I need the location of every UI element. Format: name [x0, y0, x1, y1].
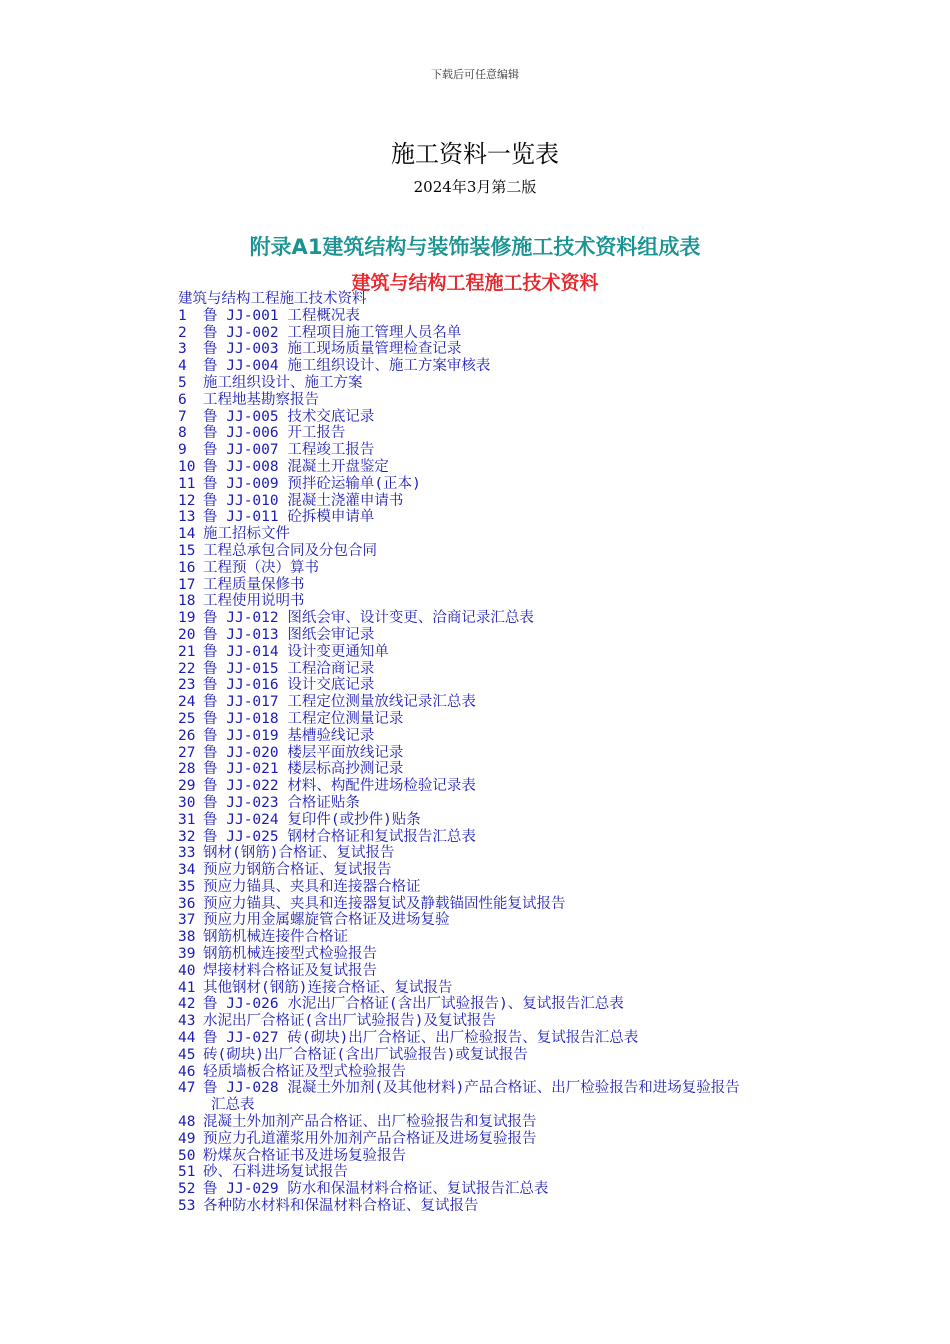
list-item-text [203, 929, 813, 946]
list-item-text-main: 其他钢材(钢筋)连接合格证、复试报告 [203, 979, 453, 996]
list-item [178, 593, 818, 610]
list-item-number: 53 [178, 1198, 196, 1215]
list-item-text [203, 1181, 813, 1198]
list-item-text [203, 577, 813, 594]
list-item-text [203, 912, 813, 929]
list-item-text [203, 409, 813, 426]
list-item-text-main: 砖(砌块)出厂合格证(含出厂试验报告)或复试报告 [203, 1046, 528, 1063]
list-item-text [203, 879, 813, 896]
list-item [178, 325, 818, 342]
list-item-text [203, 829, 813, 846]
list-item-text-main: 鲁 JJ-028 混凝土外加剂(及其他材料)产品合格证、出厂检验报告和进场复验报告 [203, 1080, 740, 1097]
list-item-text-main: 鲁 JJ-023 合格证贴条 [203, 794, 360, 811]
list-item [178, 795, 818, 812]
list-item-text [203, 1131, 813, 1148]
list-item [178, 980, 818, 997]
list-item-text-main: 鲁 JJ-008 混凝土开盘鉴定 [203, 458, 389, 475]
list-item [178, 1047, 818, 1064]
list-item-number: 48 [178, 1114, 196, 1131]
list-item-number: 14 [178, 526, 196, 543]
list-item-number: 39 [178, 946, 196, 963]
list-item-number: 12 [178, 492, 196, 509]
list-item-text [203, 1164, 813, 1181]
list-item-text-main: 混凝土外加剂产品合格证、出厂检验报告和复试报告 [203, 1114, 537, 1131]
list-item [178, 358, 818, 375]
list-item [178, 929, 818, 946]
list-item-number: 38 [178, 929, 196, 946]
list-item-number: 29 [178, 778, 196, 795]
list-item [178, 829, 818, 846]
document-edition: 2024年3月第二版 [413, 178, 537, 196]
list-item [178, 560, 818, 577]
list-item-number: 40 [178, 962, 196, 979]
document-list [178, 291, 818, 1215]
list-item-text [203, 745, 813, 762]
list-item-text-main: 钢筋机械连接型式检验报告 [203, 946, 377, 963]
list-item [178, 661, 818, 678]
list-item [178, 1198, 818, 1215]
list-item [178, 442, 818, 459]
list-item-text-continuation: 汇总表 [211, 1097, 255, 1114]
list-item-text-main: 鲁 JJ-019 基槽验线记录 [203, 727, 375, 744]
list-item-number: 26 [178, 727, 196, 744]
list-heading: 建筑与结构工程施工技术资料 [178, 291, 367, 307]
list-item-text-main: 施工组织设计、施工方案 [203, 374, 363, 391]
list-item-text [203, 1030, 813, 1047]
list-item-text-main: 预应力锚具、夹具和连接器合格证 [203, 878, 421, 895]
list-item [178, 509, 818, 526]
list-item [178, 1013, 818, 1030]
list-item-number: 2 [178, 324, 187, 341]
list-item-text-main: 鲁 JJ-024 复印件(或抄件)贴条 [203, 811, 421, 828]
list-item-text [203, 610, 813, 627]
list-item-number: 23 [178, 677, 196, 694]
list-item [178, 1148, 818, 1165]
list-item-text-main: 粉煤灰合格证书及进场复验报告 [203, 1147, 406, 1164]
list-item-number: 18 [178, 593, 196, 610]
list-item [178, 1114, 818, 1131]
list-item-text-main: 工程地基勘察报告 [203, 391, 319, 408]
list-item-number: 52 [178, 1181, 196, 1198]
list-item-text-main: 鲁 JJ-021 楼层标高抄测记录 [203, 761, 404, 778]
list-item-number: 30 [178, 794, 196, 811]
list-item-text [203, 761, 813, 778]
list-item-number: 4 [178, 358, 187, 375]
list-item-text-main: 水泥出厂合格证(含出厂试验报告)及复试报告 [203, 1013, 496, 1030]
list-item-number: 34 [178, 862, 196, 879]
list-item-text-main: 砂、石料进场复试报告 [203, 1164, 348, 1181]
list-item-text-main: 鲁 JJ-006 开工报告 [203, 425, 346, 442]
list-items [178, 308, 818, 1215]
list-item [178, 425, 818, 442]
list-item [178, 610, 818, 627]
list-item-number: 43 [178, 1013, 196, 1030]
list-item-text [203, 996, 813, 1013]
list-item-text-main: 鲁 JJ-029 防水和保温材料合格证、复试报告汇总表 [203, 1181, 549, 1198]
list-item-text [203, 946, 813, 963]
list-item-text [203, 711, 813, 728]
list-item-text-main: 钢材(钢筋)合格证、复试报告 [203, 845, 395, 862]
list-item-text [203, 392, 813, 409]
list-item-number: 25 [178, 710, 196, 727]
list-item [178, 1181, 818, 1198]
list-item-text-main: 鲁 JJ-027 砖(砌块)出厂合格证、出厂检验报告、复试报告汇总表 [203, 1030, 639, 1047]
list-item [178, 761, 818, 778]
list-item-text-main: 鲁 JJ-016 设计交底记录 [203, 677, 375, 694]
list-item-number: 50 [178, 1147, 196, 1164]
list-item-number: 8 [178, 425, 187, 442]
list-item [178, 812, 818, 829]
list-item [178, 896, 818, 913]
list-item-text [203, 728, 813, 745]
list-item-text-main: 鲁 JJ-001 工程概况表 [203, 307, 360, 324]
list-item [178, 375, 818, 392]
list-item [178, 778, 818, 795]
list-item [178, 392, 818, 409]
list-item-text [203, 661, 813, 678]
list-item-text [203, 812, 813, 829]
list-item-number: 42 [178, 996, 196, 1013]
list-item-text-main: 鲁 JJ-014 设计变更通知单 [203, 643, 389, 660]
list-item-text-main: 工程质量保修书 [203, 576, 305, 593]
list-item-text [203, 543, 813, 560]
list-item [178, 493, 818, 510]
list-item-text [203, 644, 813, 661]
list-item-text-main: 工程预（决）算书 [203, 559, 319, 576]
list-item-number: 32 [178, 828, 196, 845]
list-item-number: 9 [178, 442, 187, 459]
list-item [178, 644, 818, 661]
list-item [178, 728, 818, 745]
list-item [178, 1030, 818, 1047]
list-item-text [203, 325, 813, 342]
list-item [178, 845, 818, 862]
list-item-text [203, 1064, 813, 1081]
appendix-title: 附录A1建筑结构与装饰装修施工技术资料组成表 [249, 235, 701, 259]
list-item-text [203, 1198, 813, 1215]
list-item-number: 44 [178, 1030, 196, 1047]
list-item-text-main: 预应力用金属螺旋管合格证及进场复验 [203, 912, 450, 929]
list-item [178, 1131, 818, 1148]
list-item-number: 33 [178, 845, 196, 862]
list-item-number: 3 [178, 341, 187, 358]
list-item-text-main: 鲁 JJ-012 图纸会审、设计变更、洽商记录汇总表 [203, 610, 534, 627]
list-item-text-main: 鲁 JJ-026 水泥出厂合格证(含出厂试验报告)、复试报告汇总表 [203, 996, 624, 1013]
list-item-number: 51 [178, 1164, 196, 1181]
list-item-text [203, 795, 813, 812]
list-item-text [203, 308, 813, 325]
list-item-text-main: 钢筋机械连接件合格证 [203, 929, 348, 946]
list-item [178, 577, 818, 594]
list-item [178, 694, 818, 711]
list-item-number: 15 [178, 542, 196, 559]
list-item [178, 526, 818, 543]
list-item-text-main: 工程使用说明书 [203, 593, 305, 610]
list-item-text [203, 1047, 813, 1064]
list-item-text-main: 鲁 JJ-004 施工组织设计、施工方案审核表 [203, 358, 491, 375]
list-item-number: 7 [178, 408, 187, 425]
list-item-number: 41 [178, 979, 196, 996]
list-item-number: 16 [178, 559, 196, 576]
list-item-text [203, 375, 813, 392]
list-item-text-main: 鲁 JJ-025 钢材合格证和复试报告汇总表 [203, 828, 476, 845]
list-item-text-main: 轻质墙板合格证及型式检验报告 [203, 1063, 406, 1080]
list-item-text [203, 845, 813, 862]
list-item [178, 996, 818, 1013]
section-title: 建筑与结构工程施工技术资料 [351, 272, 599, 294]
list-item [178, 308, 818, 325]
list-item-number: 49 [178, 1130, 196, 1147]
list-item-text-main: 鲁 JJ-011 砼拆模申请单 [203, 509, 375, 526]
list-item-number: 20 [178, 626, 196, 643]
list-item [178, 543, 818, 560]
list-item-number: 11 [178, 475, 196, 492]
list-item-text [203, 341, 813, 358]
list-item-text [203, 459, 813, 476]
list-item [178, 627, 818, 644]
list-item-text [203, 677, 813, 694]
list-item-text [203, 493, 813, 510]
list-item-text-main: 预应力锚具、夹具和连接器复试及静载锚固性能复试报告 [203, 895, 566, 912]
list-item-text [203, 358, 813, 375]
list-item-text-main: 鲁 JJ-009 预拌砼运输单(正本) [203, 475, 421, 492]
list-item-number: 31 [178, 811, 196, 828]
list-item-number: 47 [178, 1080, 196, 1097]
list-item-text-main: 施工招标文件 [203, 526, 290, 543]
list-item-text-main: 各种防水材料和保温材料合格证、复试报告 [203, 1198, 479, 1215]
list-item [178, 459, 818, 476]
list-item-text-main: 鲁 JJ-010 混凝土浇灌申请书 [203, 492, 404, 509]
list-item-text [203, 980, 813, 997]
list-item-number: 19 [178, 610, 196, 627]
list-item-text [203, 425, 813, 442]
list-item-text-main: 鲁 JJ-017 工程定位测量放线记录汇总表 [203, 694, 476, 711]
list-item-text [203, 560, 813, 577]
list-item-number: 37 [178, 912, 196, 929]
list-item-text-main: 预应力钢筋合格证、复试报告 [203, 862, 392, 879]
list-item [178, 862, 818, 879]
list-item-text [203, 627, 813, 644]
list-item [178, 677, 818, 694]
list-item-text [203, 963, 813, 980]
document-title: 施工资料一览表 [391, 140, 559, 168]
list-item-text-main: 鲁 JJ-022 材料、构配件进场检验记录表 [203, 778, 476, 795]
list-item-number: 6 [178, 391, 187, 408]
list-item-text-main: 鲁 JJ-018 工程定位测量记录 [203, 710, 404, 727]
list-item-number: 35 [178, 878, 196, 895]
list-item [178, 963, 818, 980]
list-item [178, 341, 818, 358]
list-item-text [203, 1114, 813, 1131]
list-item [178, 879, 818, 896]
list-item-text [203, 476, 813, 493]
list-item-number: 36 [178, 895, 196, 912]
list-item-text [203, 509, 813, 526]
list-item [178, 912, 818, 929]
list-item-text [203, 1013, 813, 1030]
list-item-text-main: 鲁 JJ-002 工程项目施工管理人员名单 [203, 324, 462, 341]
list-item-number: 21 [178, 643, 196, 660]
list-item-text [203, 896, 813, 913]
list-item-text [203, 778, 813, 795]
list-item-text [203, 862, 813, 879]
list-item-text-main: 鲁 JJ-007 工程竣工报告 [203, 442, 375, 459]
list-item-text-main: 鲁 JJ-005 技术交底记录 [203, 408, 375, 425]
list-item-number: 46 [178, 1063, 196, 1080]
list-item-text [203, 442, 813, 459]
list-item-text-main: 鲁 JJ-013 图纸会审记录 [203, 626, 375, 643]
list-item-text [203, 593, 813, 610]
list-item-number: 17 [178, 576, 196, 593]
list-item-text [203, 526, 813, 543]
header-note: 下载后可任意编辑 [431, 68, 519, 81]
list-item [178, 745, 818, 762]
list-item-number: 13 [178, 509, 196, 526]
list-item-text [203, 694, 813, 711]
list-item-text-main: 焊接材料合格证及复试报告 [203, 962, 377, 979]
list-item-text [203, 1148, 813, 1165]
list-item-number: 22 [178, 660, 196, 677]
list-item-number: 45 [178, 1046, 196, 1063]
list-item-text-main: 鲁 JJ-015 工程洽商记录 [203, 660, 375, 677]
list-item [178, 476, 818, 493]
list-item [178, 1064, 818, 1081]
list-item-number: 5 [178, 374, 187, 391]
list-item [178, 946, 818, 963]
list-item-text-main: 预应力孔道灌浆用外加剂产品合格证及进场复验报告 [203, 1130, 537, 1147]
list-item-text-main: 工程总承包合同及分包合同 [203, 542, 377, 559]
list-item-text-main: 鲁 JJ-003 施工现场质量管理检查记录 [203, 341, 462, 358]
list-item-number: 27 [178, 744, 196, 761]
list-item [178, 1164, 818, 1181]
list-item-number: 24 [178, 694, 196, 711]
list-item-number: 1 [178, 307, 187, 324]
list-item [178, 409, 818, 426]
list-item-text [203, 1080, 813, 1114]
list-item-text-main: 鲁 JJ-020 楼层平面放线记录 [203, 744, 404, 761]
list-item [178, 711, 818, 728]
list-item [178, 1080, 818, 1114]
list-item-number: 10 [178, 458, 196, 475]
list-item-number: 28 [178, 761, 196, 778]
